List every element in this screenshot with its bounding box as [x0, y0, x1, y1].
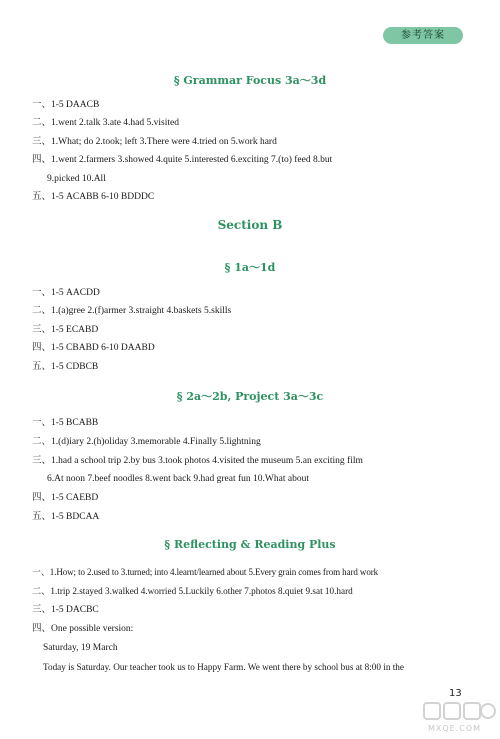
page-number: 13 — [449, 688, 462, 699]
answer-line: 一、1.How; to 2.used to 3.turned; into 4.learnt/learned about 5.Every grain comes from hard work — [32, 567, 379, 577]
answer-line: 二、1.trip 2.stayed 3.walked 4.worried 5.Luckily 6.other 7.photos 8.quiet 9.sat 10.hard — [32, 586, 353, 596]
answer-line: 五、1-5 ACABB 6-10 BDDDC — [32, 192, 155, 202]
section-heading-1a-1d: § 1a～1d — [224, 261, 276, 274]
answer-line: 五、1-5 CDBCB — [32, 362, 99, 372]
answer-line: 9.picked 10.All — [47, 174, 106, 184]
essay-date: Saturday, 19 March — [43, 643, 118, 653]
answer-line: 6.At noon 7.beef noodles 8.went back 9.had great fun 10.What about — [47, 474, 309, 484]
answer-key-badge: 参考答案 — [383, 27, 463, 44]
answer-line: 四、One possible version: — [32, 624, 134, 634]
watermark-logo — [420, 700, 498, 736]
answer-line: 四、1.went 2.farmers 3.showed 4.quite 5.interested 6.exciting 7.(to) feed 8.but — [32, 155, 333, 165]
answer-line: 二、1.went 2.talk 3.ate 4.had 5.visited — [32, 118, 179, 128]
answer-line: 四、1-5 CBABD 6-10 DAABD — [32, 343, 155, 353]
section-heading-2a-project: § 2a～2b, Project 3a～3c — [176, 390, 324, 403]
answer-line: 五、1-5 BDCAA — [32, 512, 100, 522]
section-heading-reflecting: § Reflecting & Reading Plus — [164, 538, 336, 551]
answer-line: 三、1.had a school trip 2.by bus 3.took photos 4.visited the museum 5.an exciting film — [32, 456, 363, 466]
essay-text: Today is Saturday. Our teacher took us to Happy Farm. We went there by school bus at 8:00 in the — [43, 662, 404, 672]
answer-line: 一、1-5 AACDD — [32, 288, 100, 298]
answer-line: 三、1.What; do 2.took; left 3.There were 4.tried on 5.work hard — [32, 137, 277, 147]
answer-line: 三、1-5 ECABD — [32, 325, 99, 335]
answer-line: 二、1.(d)iary 2.(h)oliday 3.memorable 4.Finally 5.lightning — [32, 437, 261, 447]
answer-line: 四、1-5 CAEBD — [32, 493, 99, 503]
answer-line: 一、1-5 BCABB — [32, 418, 99, 428]
answer-line: 二、1.(a)gree 2.(f)armer 3.straight 4.baskets 5.skills — [32, 306, 232, 316]
watermark-icon — [420, 700, 498, 724]
section-heading-grammar-focus: § Grammar Focus 3a～3d — [173, 74, 327, 87]
section-b-heading: Section B — [217, 218, 283, 232]
answer-line: 一、1-5 DAACB — [32, 100, 100, 110]
answer-line: 三、1-5 DACBC — [32, 605, 99, 615]
watermark-text: MXQE.COM — [428, 724, 482, 733]
